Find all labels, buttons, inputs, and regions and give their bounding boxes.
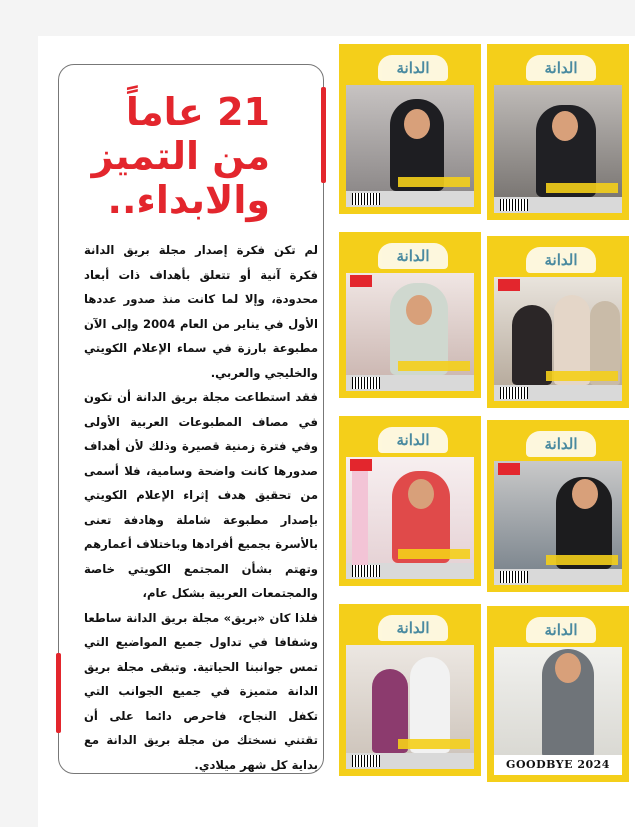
cover-masthead: الدانة bbox=[378, 55, 448, 81]
cover-masthead: الدانة bbox=[378, 427, 448, 453]
cover-caption bbox=[398, 739, 470, 749]
cover-masthead: الدانة bbox=[526, 431, 596, 457]
cover-face bbox=[408, 479, 434, 509]
cover-tag bbox=[350, 275, 372, 287]
article-headline bbox=[70, 90, 270, 222]
headline-line: 21 عاماً bbox=[125, 90, 270, 134]
headline-line: من التميز bbox=[91, 134, 270, 178]
cover-tag bbox=[498, 279, 520, 291]
magazine-cover bbox=[487, 606, 629, 782]
cover-caption bbox=[398, 549, 470, 559]
barcode-icon bbox=[500, 387, 528, 399]
cover-caption bbox=[546, 555, 618, 565]
barcode-icon bbox=[352, 755, 380, 767]
cover-caption bbox=[398, 361, 470, 371]
cover-caption bbox=[546, 371, 618, 381]
cover-banner: GOODBYE 2024 bbox=[494, 755, 622, 775]
magazine-cover bbox=[339, 232, 481, 398]
paragraph: لم تكن فكرة إصدار مجلة بريق الدانة فكرة آنية أو تتعلق بأهداف ذات أبعاد محدودة، وإلا لما كانت منذ صدور عددها الأول في يناير من العام 2004 وإلى الآن مطبوعة بارزة في سماء الإعلام الكويتي والخليجي والعربي. bbox=[84, 243, 318, 380]
cover-face bbox=[572, 479, 598, 509]
cover-tag bbox=[498, 463, 520, 475]
headline-line: والابداء.. bbox=[107, 178, 270, 222]
barcode-icon bbox=[500, 571, 528, 583]
cover-masthead: الدانة bbox=[378, 615, 448, 641]
barcode-icon bbox=[352, 565, 380, 577]
barcode-icon bbox=[352, 377, 380, 389]
cover-masthead: الدانة bbox=[378, 243, 448, 269]
barcode-icon bbox=[352, 193, 380, 205]
cover-caption bbox=[546, 183, 618, 193]
article-body bbox=[84, 238, 318, 777]
cover-masthead: الدانة bbox=[526, 55, 596, 81]
barcode-icon bbox=[500, 199, 528, 211]
cover-masthead: الدانة bbox=[526, 247, 596, 273]
cover-face bbox=[555, 653, 581, 683]
magazine-cover bbox=[339, 416, 481, 586]
cover-masthead: الدانة bbox=[526, 617, 596, 643]
cover-face bbox=[406, 295, 432, 325]
magazine-cover bbox=[487, 44, 629, 220]
accent-bar bbox=[56, 653, 61, 733]
magazine-cover bbox=[487, 420, 629, 592]
magazine-cover bbox=[487, 236, 629, 408]
cover-tag bbox=[350, 459, 372, 471]
magazine-cover bbox=[339, 44, 481, 214]
cover-face bbox=[552, 111, 578, 141]
paragraph: فلذا كان «بريق» مجلة بريق الدانة ساطعا وشفافا في تداول جميع المواضيع التي تمس جوانبنا الحياتية. وتبقى مجلة بريق الدانة متميزة في جميع الجوانب التي تكفل النجاح، فاحرص دائما على أن تقتني نسختك من مجلة بريق الدانة مع بداية كل شهر ميلادي. bbox=[84, 610, 318, 772]
magazine-cover bbox=[339, 604, 481, 776]
cover-face bbox=[404, 109, 430, 139]
cover-caption bbox=[398, 177, 470, 187]
paragraph: فقد استطاعت مجلة بريق الدانة أن تكون في مصاف المطبوعات العربية الأولى وفي فترة زمنية قصيرة وذلك لأن أهداف صدورها كانت واضحة وسامية، فلا أسمى من تحقيق هدف إثراء الإعلام الكويتي بإصدار مطبوعة شاملة وهادفة تعنى بالأسرة بجميع أفرادها وباختلاف أعمارهم وتهتم بشأن المجتمع الكويتي خاصة والمجتمعات العربية بشكل عام، bbox=[84, 390, 318, 600]
accent-bar bbox=[321, 87, 326, 183]
cover-sidebar bbox=[352, 467, 368, 567]
